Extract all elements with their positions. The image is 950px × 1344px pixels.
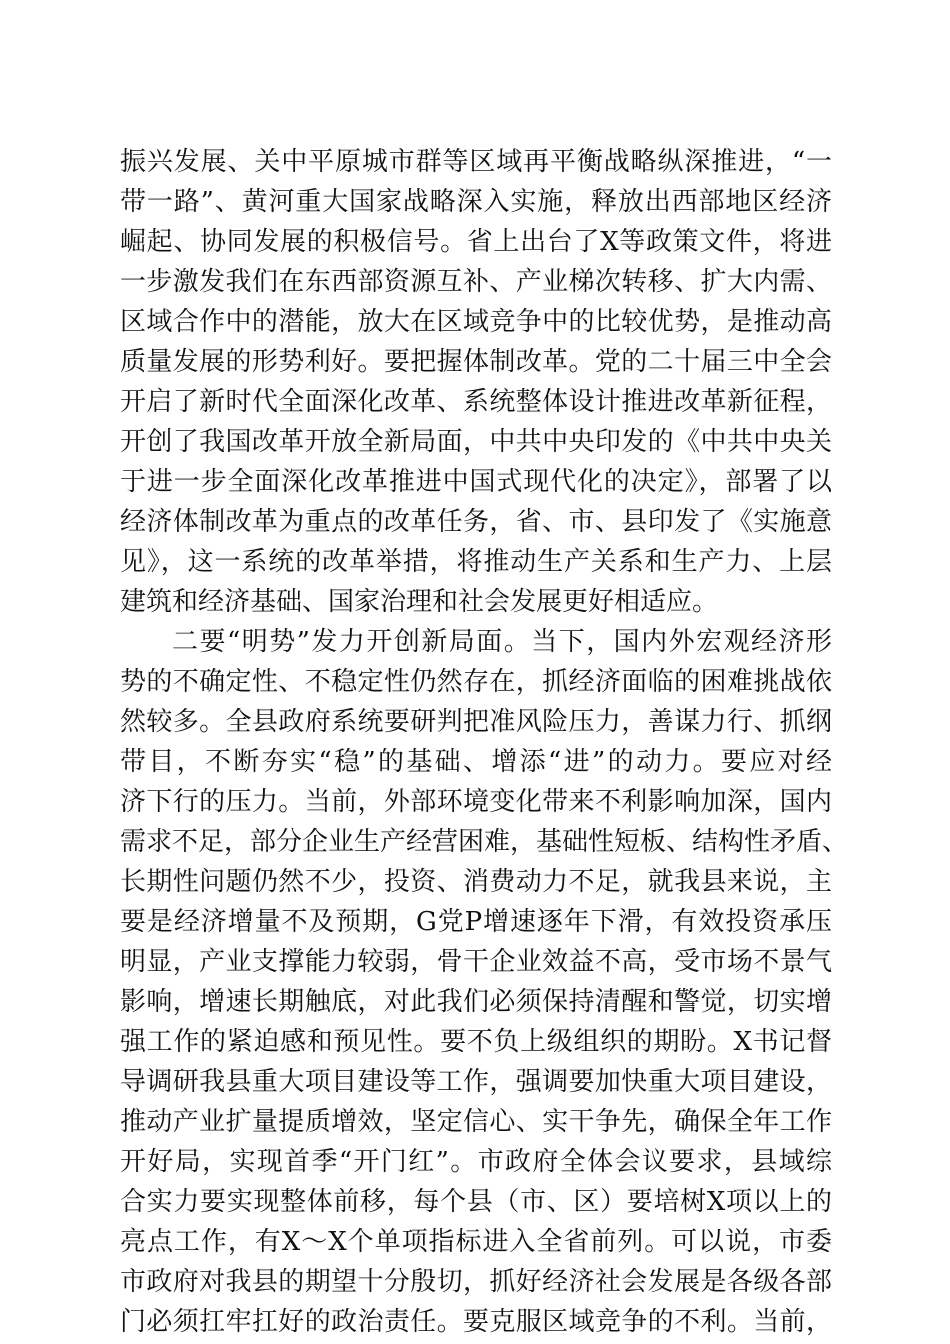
text-line: 明显，产业支撑能力较弱，骨干企业效益不高，受市场不景气 [120,947,832,977]
text-line: 振兴发展、关中平原城市群等区域再平衡战略纵深推进，“一 [120,147,832,177]
text-line: 亮点工作，有X～X个单项指标进入全省前列。可以说，市委 [120,1227,832,1257]
text-line: 推动产业扩量提质增效，坚定信心、实干争先，确保全年工作 [120,1107,832,1137]
text-line: 然较多。全县政府系统要研判把准风险压力，善谋力行、抓纲 [120,707,832,737]
text-line: 见》，这一系统的改革举措，将推动生产关系和生产力、上层 [120,547,832,577]
text-line: 经济体制改革为重点的改革任务，省、市、县印发了《实施意 [120,507,832,537]
text-line: 区域合作中的潜能，放大在区域竞争中的比较优势，是推动高 [120,307,832,337]
text-line: 开启了新时代全面深化改革、系统整体设计推进改革新征程， [120,387,832,417]
text-line: 开创了我国改革开放全新局面，中共中央印发的《中共中央关 [120,427,832,457]
text-line: 强工作的紧迫感和预见性。要不负上级组织的期盼。X书记督 [120,1027,832,1057]
text-line: 导调研我县重大项目建设等工作，强调要加快重大项目建设， [120,1067,832,1097]
text-line: 需求不足，部分企业生产经营困难，基础性短板、结构性矛盾、 [120,827,849,857]
paragraph-start-line: 二要“明势”发力开创新局面。当下，国内外宏观经济形 [172,627,832,657]
text-line: 要是经济增量不及预期，G党P增速逐年下滑，有效投资承压 [120,907,832,937]
text-line: 门必须扛牢扛好的政治责任。要克服区域竞争的不利。当前， [120,1307,832,1337]
text-line: 建筑和经济基础、国家治理和社会发展更好相适应。 [120,587,719,617]
text-line: 崛起、协同发展的积极信号。省上出台了X等政策文件，将进 [120,227,832,257]
text-line: 市政府对我县的期望十分殷切，抓好经济社会发展是各级各部 [120,1267,832,1297]
text-line: 长期性问题仍然不少，投资、消费动力不足，就我县来说，主 [120,867,832,897]
text-line: 质量发展的形势利好。要把握体制改革。党的二十届三中全会 [120,347,832,377]
text-line: 于进一步全面深化改革推进中国式现代化的决定》，部署了以 [120,467,832,497]
text-line: 济下行的压力。当前，外部环境变化带来不利影响加深，国内 [120,787,832,817]
text-line: 势的不确定性、不稳定性仍然存在，抓经济面临的困难挑战依 [120,667,832,697]
text-line: 开好局，实现首季“开门红”。市政府全体会议要求，县域综 [120,1147,832,1177]
text-line: 带一路”、黄河重大国家战略深入实施，释放出西部地区经济 [120,187,832,217]
text-line: 合实力要实现整体前移，每个县（市、区）要培树X项以上的 [120,1187,832,1217]
text-line: 影响，增速长期触底，对此我们必须保持清醒和警觉，切实增 [120,987,832,1017]
text-line: 带目，不断夯实“稳”的基础、增添“进”的动力。要应对经 [120,747,832,777]
text-line: 一步激发我们在东西部资源互补、产业梯次转移、扩大内需、 [120,267,832,297]
